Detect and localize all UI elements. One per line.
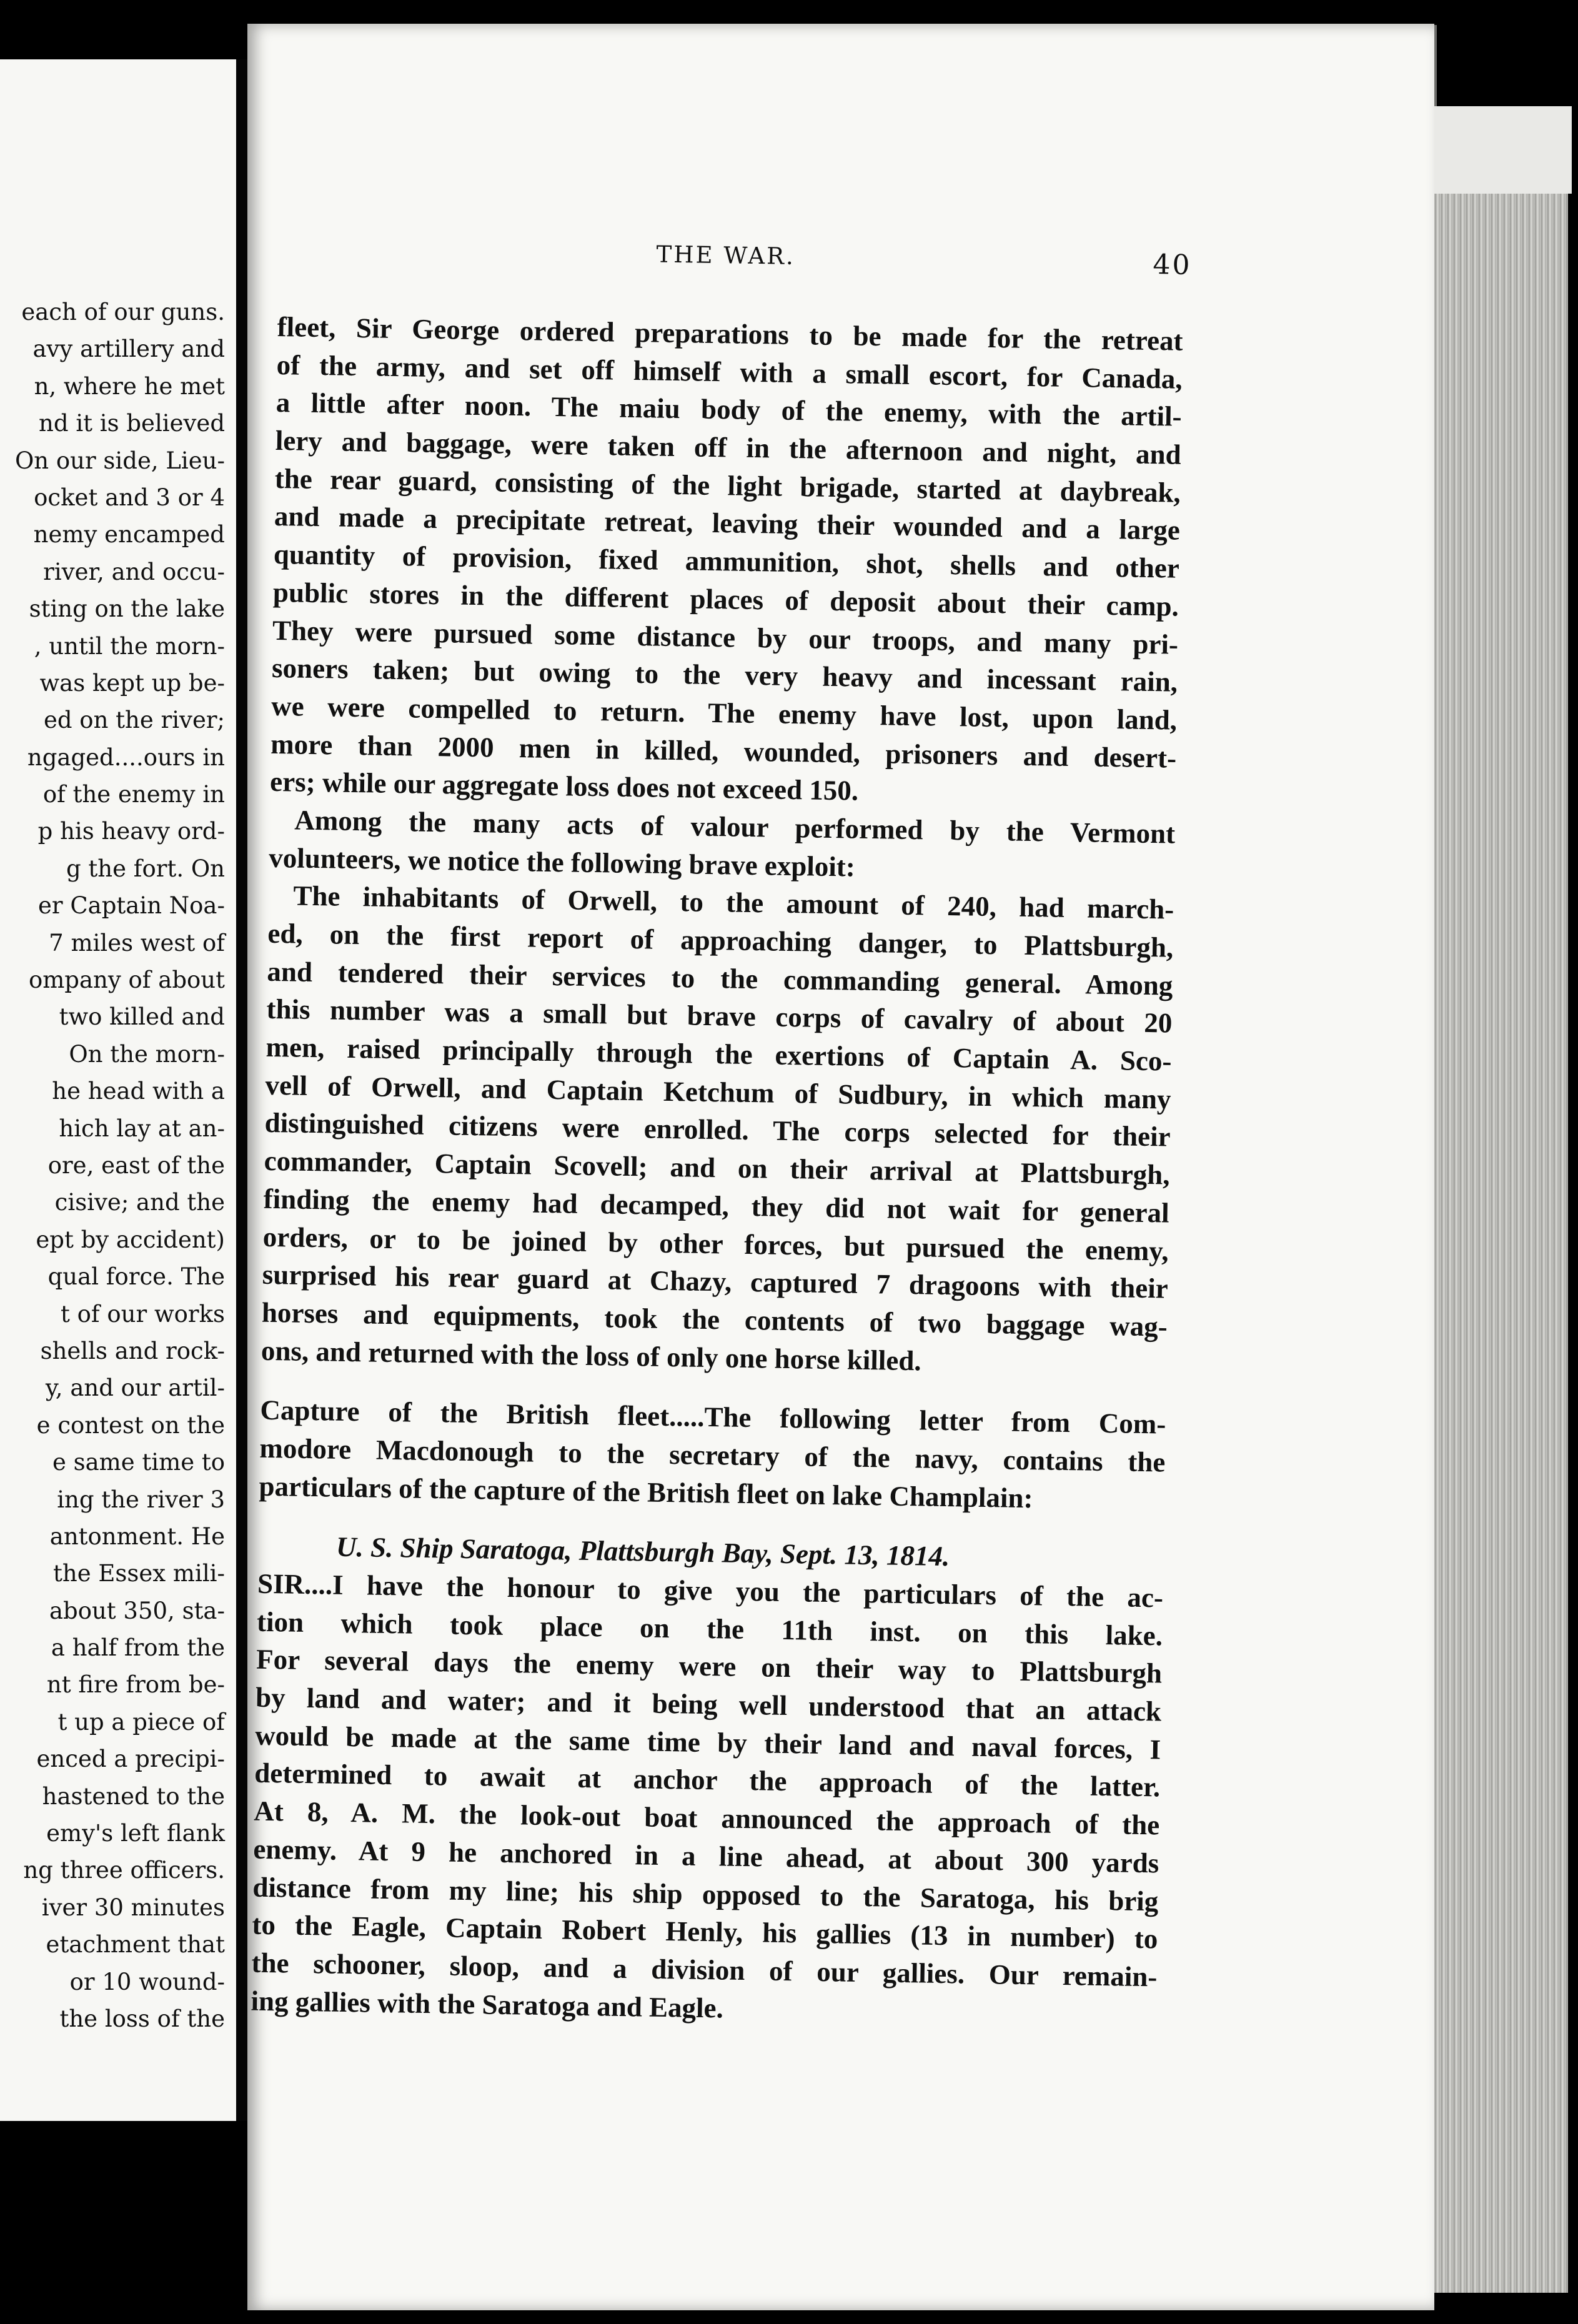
- text-line: distinguished citizens were enrolled. The corps selected for their: [264, 1107, 1171, 1153]
- text-line: modore Macdonough to the secretary of the navy, contains the: [259, 1432, 1166, 1478]
- text-line: men, raised principally through the exertions of Captain A. Sco-: [265, 1031, 1172, 1077]
- left-page-line: he head with a: [52, 1078, 225, 1105]
- left-page-line: antonment. He: [49, 1522, 225, 1550]
- left-page-line: river, and occu-: [43, 558, 225, 585]
- running-head: [278, 235, 1192, 287]
- left-page-line: about 350, sta-: [49, 1597, 225, 1624]
- left-page-line: avy artillery and: [32, 335, 225, 363]
- text-line: lery and baggage, were taken off in the afternoon and night, and: [275, 425, 1182, 470]
- text-line: the schooner, sloop, and a division of our gallies. Our remain-: [251, 1947, 1158, 1993]
- left-page-line: nt fire from be-: [46, 1671, 225, 1699]
- text-line: For several days the enemy were on their way to Plattsburgh: [256, 1644, 1163, 1689]
- text-line: would be made at the same time by their land and naval forces, I: [254, 1719, 1161, 1765]
- text-line: Among the many acts of valour performed by the Vermont: [294, 804, 1176, 850]
- page-body: [251, 236, 1192, 2024]
- left-page-line: ing the river 3: [57, 1486, 225, 1513]
- left-page-line: ng three officers.: [23, 1857, 225, 1884]
- text-line: by land and water; and it being well understood that an attack: [255, 1681, 1162, 1727]
- left-page-line: On our side, Lieu-: [14, 447, 225, 474]
- text-line: Capture of the British fleet.....The following letter from Com-: [260, 1394, 1166, 1440]
- text-line: the rear guard, consisting of the light brigade, started at daybreak,: [274, 462, 1181, 509]
- left-page-line: ept by accident): [36, 1226, 225, 1253]
- left-page-line: On the morn-: [69, 1040, 225, 1068]
- left-page-line: shells and rock-: [40, 1337, 225, 1364]
- left-page-line: ngaged....ours in: [27, 743, 225, 771]
- left-page-text: [5, 294, 225, 2037]
- left-page-line: hich lay at an-: [59, 1115, 225, 1142]
- left-page-line: sting on the lake: [29, 595, 225, 623]
- left-page-line: e contest on the: [36, 1411, 225, 1439]
- text-line: finding the enemy had decamped, they did not wait for general: [263, 1183, 1170, 1229]
- text-line: determined to await at anchor the approach of the latter.: [254, 1757, 1161, 1803]
- left-page-line: iver 30 minutes: [41, 1894, 225, 1921]
- left-page-line: er Captain Noa-: [38, 892, 225, 920]
- left-page-line: cisive; and the: [54, 1189, 225, 1216]
- text-line: we were compelled to return. The enemy have lost, upon land,: [270, 690, 1178, 736]
- left-page-line: was kept up be-: [39, 669, 225, 697]
- text-line: ing gallies with the Saratoga and Eagle.: [251, 1985, 724, 2024]
- letter-dateline: U. S. Ship Saratoga, Plattsburgh Bay, Sept. 13, 1814.: [335, 1531, 950, 1572]
- left-page-line: or 10 wound-: [69, 1968, 225, 1995]
- left-page-line: nd it is believed: [39, 410, 225, 437]
- left-page-line: ocket and 3 or 4: [34, 484, 225, 511]
- text-line: quantity of provision, fixed ammunition, shot, shells and other: [273, 539, 1180, 584]
- left-page-line: e same time to: [52, 1449, 225, 1476]
- page-edge-top: [1434, 106, 1572, 194]
- paragraph-3: [261, 876, 1174, 1384]
- text-line: vell of Orwell, and Captain Ketchum of Sudbury, in which many: [265, 1069, 1171, 1115]
- letter-body: [251, 1565, 1163, 2034]
- left-page-line: n, where he met: [34, 372, 225, 400]
- text-line: this number was a small but brave corps of cavalry of about 20: [266, 993, 1173, 1039]
- text-line: distance from my line; his ship opposed to the Saratoga, his brig: [252, 1871, 1159, 1917]
- text-line: more than 2000 men in killed, wounded, prisoners and desert-: [270, 728, 1177, 774]
- text-line: surprised his rear guard at Chazy, captured 7 dragoons with their: [262, 1258, 1169, 1304]
- left-page-line: emy's left flank: [46, 1820, 225, 1847]
- text-line: of the army, and set off himself with a small escort, for Canada,: [276, 349, 1183, 395]
- left-page-line: 7 miles west of: [49, 929, 225, 956]
- left-page-line: ompany of about: [28, 966, 225, 994]
- text-line: horses and equipments, took the contents of two baggage wag-: [261, 1296, 1168, 1343]
- left-facing-page: [0, 59, 236, 2121]
- left-page-line: the Essex mili-: [53, 1560, 225, 1587]
- text-line: fleet, Sir George ordered preparations to be made for the retreat: [277, 310, 1183, 357]
- text-line: At 8, A. M. the look-out boat announced the approach of the: [254, 1795, 1160, 1841]
- left-page-line: g the fort. On: [66, 855, 225, 882]
- left-page-line: hastened to the: [42, 1782, 225, 1810]
- text-line: volunteers, we notice the following brave exploit:: [268, 842, 856, 883]
- left-page-line: , until the morn-: [34, 632, 225, 660]
- left-page-line: two killed and: [59, 1003, 225, 1031]
- left-page-line: t up a piece of: [57, 1708, 225, 1736]
- text-line: to the Eagle, Captain Robert Henly, his gallies (13 in number) to: [252, 1909, 1158, 1955]
- left-page-line: t of our works: [61, 1300, 225, 1328]
- page-edge-leaves: [1427, 106, 1568, 2293]
- text-line: ed, on the first report of approaching danger, to Plattsburgh,: [267, 917, 1174, 963]
- left-page-line: ed on the river;: [43, 707, 225, 734]
- left-page-line: enced a precipi-: [36, 1745, 225, 1773]
- left-page-line: ore, east of the: [47, 1151, 225, 1179]
- running-head-title: THE WAR.: [656, 241, 796, 270]
- text-line: ers; while our aggregate loss does not exceed 150.: [269, 766, 859, 807]
- text-line: commander, Captain Scovell; and on their arrival at Plattsburgh,: [264, 1145, 1170, 1191]
- text-line: public stores in the different places of deposit about their camp.: [272, 576, 1179, 622]
- text-line: The inhabitants of Orwell, to the amount of 240, had march-: [293, 880, 1174, 925]
- left-page-line: the loss of the: [59, 2005, 225, 2032]
- text-line: and made a precipitate retreat, leaving their wounded and a large: [274, 500, 1181, 547]
- text-line: ons, and returned with the loss of only one horse killed.: [261, 1334, 922, 1376]
- left-page-line: each of our guns.: [21, 299, 225, 325]
- text-line: particulars of the capture of the British fleet on lake Champlain:: [259, 1470, 1033, 1514]
- text-line: enemy. At 9 he anchored in a line ahead, at about 300 yards: [253, 1833, 1159, 1879]
- left-page-line: y, and our artil-: [45, 1374, 225, 1402]
- paragraph-1: [270, 308, 1183, 815]
- text-line: orders, or to be joined by other forces, but pursued the enemy,: [262, 1221, 1169, 1267]
- page-text: [251, 308, 1183, 2034]
- left-page-line: nemy encamped: [33, 521, 225, 549]
- paragraph-4: [259, 1391, 1166, 1519]
- text-line: SIR....I have the honour to give you the particulars of the ac-: [257, 1567, 1164, 1614]
- text-line: and tendered their services to the commanding general. Among: [267, 955, 1173, 1001]
- left-page-line: of the enemy in: [42, 781, 225, 808]
- left-page-line: qual force. The: [47, 1263, 225, 1291]
- text-line: soners taken; but owing to the very heavy and incessant rain,: [271, 652, 1178, 698]
- right-page: [247, 24, 1434, 2310]
- left-page-line: p his heavy ord-: [37, 818, 225, 845]
- left-page-line: a half from the: [51, 1634, 225, 1662]
- text-line: They were pursued some distance by our troops, and many pri-: [272, 614, 1179, 660]
- paragraph-2: [269, 801, 1176, 891]
- left-page-line: etachment that: [46, 1931, 225, 1959]
- text-line: tion which took place on the 11th inst. on this lake.: [256, 1606, 1163, 1652]
- page-number: 40: [1153, 248, 1192, 281]
- text-line: a little after noon. The maiu body of the enemy, with the artil-: [275, 387, 1183, 433]
